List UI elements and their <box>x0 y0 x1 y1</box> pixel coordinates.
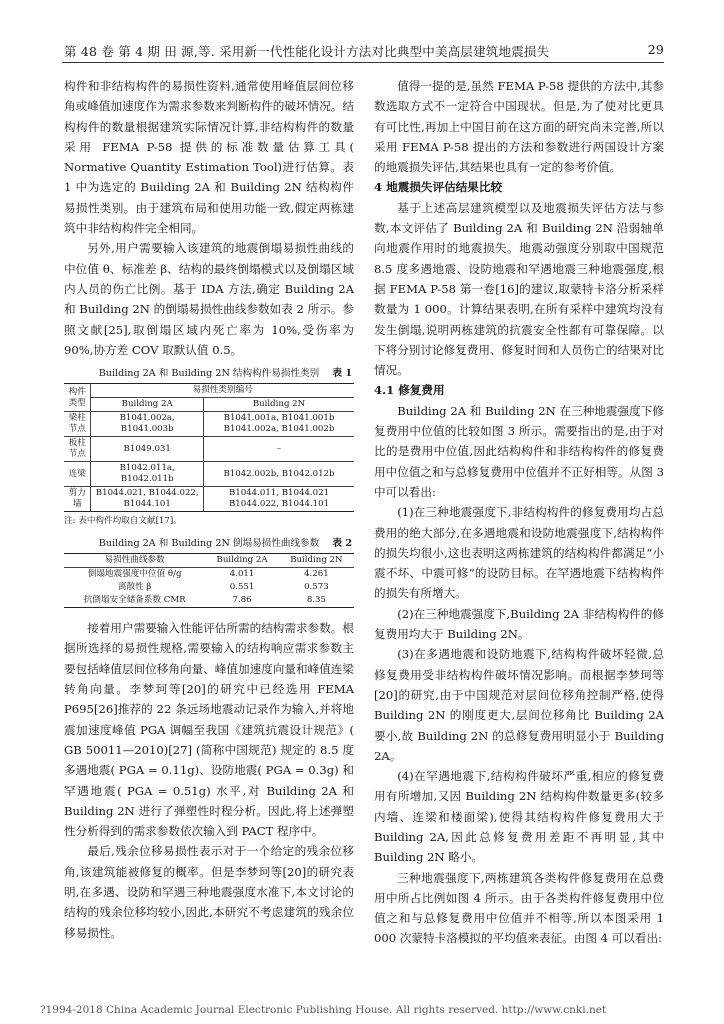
table-2-head-2n: Building 2N <box>279 554 354 568</box>
table-cell: 倒塌地震强度中位值 θ/g <box>64 568 205 582</box>
journal-header: 第 48 卷 第 4 期 田 源,等. 采用新一代性能化设计方法对比典型中美高层建筑地震损失 <box>64 44 550 59</box>
table-cell: 0.551 <box>229 582 255 593</box>
right-paragraph-1: 值得一提的是,虽然 FEMA P-58 提供的方法中,其参数选取方式不一定符合中国现状。但是,为了使对比更具有可比性,再加上中国目前在这方面的研究尚未完善,所以采用 FEMA P-58 提出的方法和参数进行两国设计方案的地震损失评估,其结果也具有一定的参考价值。 <box>374 79 664 175</box>
table-2-head-param: 易损性曲线参数 <box>64 554 205 568</box>
table-cell: B1044.011, B1044.021 B1044.022, B1044.101 <box>203 487 354 512</box>
table-cell: 抗倒塌安全储备系数 CMR <box>64 594 205 608</box>
table-2-number: 表 2 <box>332 538 352 550</box>
table-cell: 梁柱节点 <box>64 412 91 437</box>
table-cell: 连梁 <box>64 462 91 487</box>
table-cell: B1042.002b, B1042.012b <box>203 462 354 487</box>
table-1-note: 注: 表中构件均取自文献[17]。 <box>64 516 182 527</box>
table-cell: B1049.031 <box>91 437 204 462</box>
running-header <box>64 42 664 60</box>
table-row <box>64 462 354 487</box>
left-paragraph-4: 最后,残余位移易损性表示对于一个给定的残余位移角,该建筑能被修复的概率。但是李梦珂等[20]的研究表明,在多遇、设防和罕遇三种地震强度水准下,本文讨论的结构的残余位移均较小,因此,本研究不考虑建筑的残余位移易损性。 <box>64 844 354 940</box>
left-paragraph-3: 接着用户需要输入性能评估所需的结构需求参数。根据所选择的易损性规格,需要输入的结构响应需求参数主要包括峰值层间位移角向量、峰值加速度向量和峰值连梁转角向量。李梦珂等[20]的研究中已经选用 FEMA P695[26]推荐的 22 条远场地震动记录作为输入,并将地震加速度峰值 PGA 调幅至我国《建筑抗震设计规范》( GB 50011—2010)[27] (简称中国规范) 规定的 8.5 度多遇地震( PGA = 0.11g)、设防地震( PGA = 0.3g) 和罕遇地震( PGA = 0.51g) 水平,对 Building 2A 和 Building 2N 进行了弹塑性时程分析。因此,将上述弹塑性分析得到的需求参数依次输入到 PACT 程序中。 <box>64 621 354 839</box>
table-cell: 4.261 <box>279 568 354 582</box>
table-2-caption <box>64 536 354 551</box>
right-column <box>374 76 664 949</box>
table-cell: 剪力墙 <box>64 487 91 512</box>
table-1-head-type: 构件类型 <box>64 384 91 412</box>
left-column <box>64 76 354 943</box>
right-paragraph-7: (4)在罕遇地震下,结构构件破坏严重,相应的修复费用有所增加,又因 Building 2N 结构构件数量更多(较多内墙、连梁和楼面梁),使得其结构构件修复费用大于 Building 2A,因此总修复费用差距不再明显,其中 Building 2N 略小。 <box>374 769 664 865</box>
table-row <box>64 581 354 594</box>
left-paragraph-2: 另外,用户需要输入该建筑的地震倒塌易损性曲线的中位值 θ、标准差 β、结构的最终倒塌模式以及倒塌区域内人员的伤亡比例。基于 IDA 方法,确定 Building 2A 和 Building 2N 的倒塌易损性曲线参数如表 2 所示。参照文献[25],取倒塌区域内死亡率为 10%,受伤率为 90%,协方差 COV 取默认值 0.5。 <box>64 241 354 357</box>
table-cell: B1044.021, B1044.022, B1044.101 <box>91 487 204 512</box>
page-number: 29 <box>647 42 664 57</box>
table-1-caption <box>64 366 354 381</box>
table-row <box>64 437 354 462</box>
right-paragraph-6: (3)在多遇地震和设防地震下,结构构件破坏轻微,总修复费用受非结构构件破坏情况影响。而根据李梦珂等[20]的研究,由于中国规范对层间位移角控制严格,使得 Building 2N 的刚度更大,层间位移角比 Building 2A 要小,故 Building 2N 的总修复费用明显小于 Building 2A。 <box>374 647 664 763</box>
right-paragraph-8: 三种地震强度下,两栋建筑各类构件修复费用在总费用中所占比例如图 4 所示。由于各类构件修复费用中位值之和与总修复费用中位值并不相等,所以本图采用 1 000 次蒙特卡洛模拟的平均值来表征。由图 4 可以看出: <box>374 870 664 946</box>
right-paragraph-2: 基于上述高层建筑模型以及地震损失评估方法与参数,本文评估了 Building 2A 和 Building 2N 沿弱轴单向地震作用时的地震损失。地震动强度分别取中国规范 8.5 度多遇地震、设防地震和罕遇地震三种地震强度,根据 FEMA P-58 第一卷[16]的建议,取蒙特卡洛分析采样数量为 1 000。计算结果表明,在所有采样中建筑均没有发生倒塌,说明两栋建筑的抗震安全性都有可靠保障。以下将分别讨论修复费用、修复时间和人员伤亡的结果对比情况。 <box>374 200 664 378</box>
table-cell: B1041.001a, B1041.001b B1041.002a, B1041.002b <box>203 412 354 437</box>
header-rule <box>62 62 664 63</box>
table-2 <box>64 553 354 608</box>
table-cell: 0.573 <box>304 582 329 593</box>
table-cell: B1041.002a, B1041.003b <box>91 412 204 437</box>
table-1-head-2n: Building 2N <box>203 398 354 412</box>
right-paragraph-4: (1)在三种地震强度下,非结构构件的修复费用均占总费用的绝大部分,在多遇地震和设防地震强度下,结构构件的损失均很小,这也表明这两栋建筑的结构构件都满足“小震不坏、中震可修”的设防目标。在罕遇地震下结构构件的损失有所增大。 <box>374 505 664 601</box>
table-2-title: Building 2A 和 Building 2N 倒塌易损性曲线参数 <box>98 538 320 550</box>
section-4-1-heading: 4.1 修复费用 <box>374 383 445 398</box>
table-cell: 离散性 β <box>117 582 152 593</box>
table-cell: 8.35 <box>279 594 354 608</box>
table-cell: – <box>203 437 354 462</box>
table-1-title: Building 2A 和 Building 2N 结构构件易损性类别 <box>98 368 320 380</box>
table-1-head-group: 易损性类别编号 <box>91 384 354 398</box>
right-paragraph-5: (2)在三种地震强度下,Building 2A 非结构构件的修复费用均大于 Building 2N。 <box>374 606 664 642</box>
table-row <box>64 594 354 608</box>
table-row <box>64 487 354 512</box>
table-row <box>64 568 354 582</box>
table-2-head-2a: Building 2A <box>205 554 278 568</box>
section-4-heading: 4 地震损失评估结果比较 <box>374 180 503 195</box>
table-cell: 4.011 <box>205 568 278 582</box>
copyright-footer: ?1994-2018 China Academic Journal Electronic Publishing House. All rights reserved. http://www.cnki.net <box>40 1004 607 1016</box>
table-1 <box>64 383 354 512</box>
right-paragraph-3: Building 2A 和 Building 2N 在三种地震强度下修复费用中位值的比较如图 3 所示。需要指出的是,由于对比的是费用中位值,因此结构构件和非结构构件的修复费用中位值之和与总修复费用中位值并不正好相等。从图 3 中可以看出: <box>374 403 664 499</box>
left-paragraph-1: 构件和非结构构件的易损性资料,通常使用峰值层间位移角或峰值加速度作为需求参数来判断构件的破坏情况。结构构件的数量根据建筑实际情况计算,非结构构件的数量采用 FEMA P-58 提供的标准数量估算工具( Normative Quantity Estimation Tool)进行估算。表 1 中为选定的 Building 2A 和 Building 2N 结构构件易损性类别。由于建筑布局和使用功能一致,假定两栋建筑中非结构构件完全相同。 <box>64 79 354 236</box>
table-cell: 7.86 <box>205 594 278 608</box>
table-cell: B1042.011a, B1042.011b <box>91 462 204 487</box>
table-cell: 板柱节点 <box>64 437 91 462</box>
table-1-number: 表 1 <box>332 368 352 380</box>
table-1-head-2a: Building 2A <box>91 398 204 412</box>
table-row <box>64 412 354 437</box>
